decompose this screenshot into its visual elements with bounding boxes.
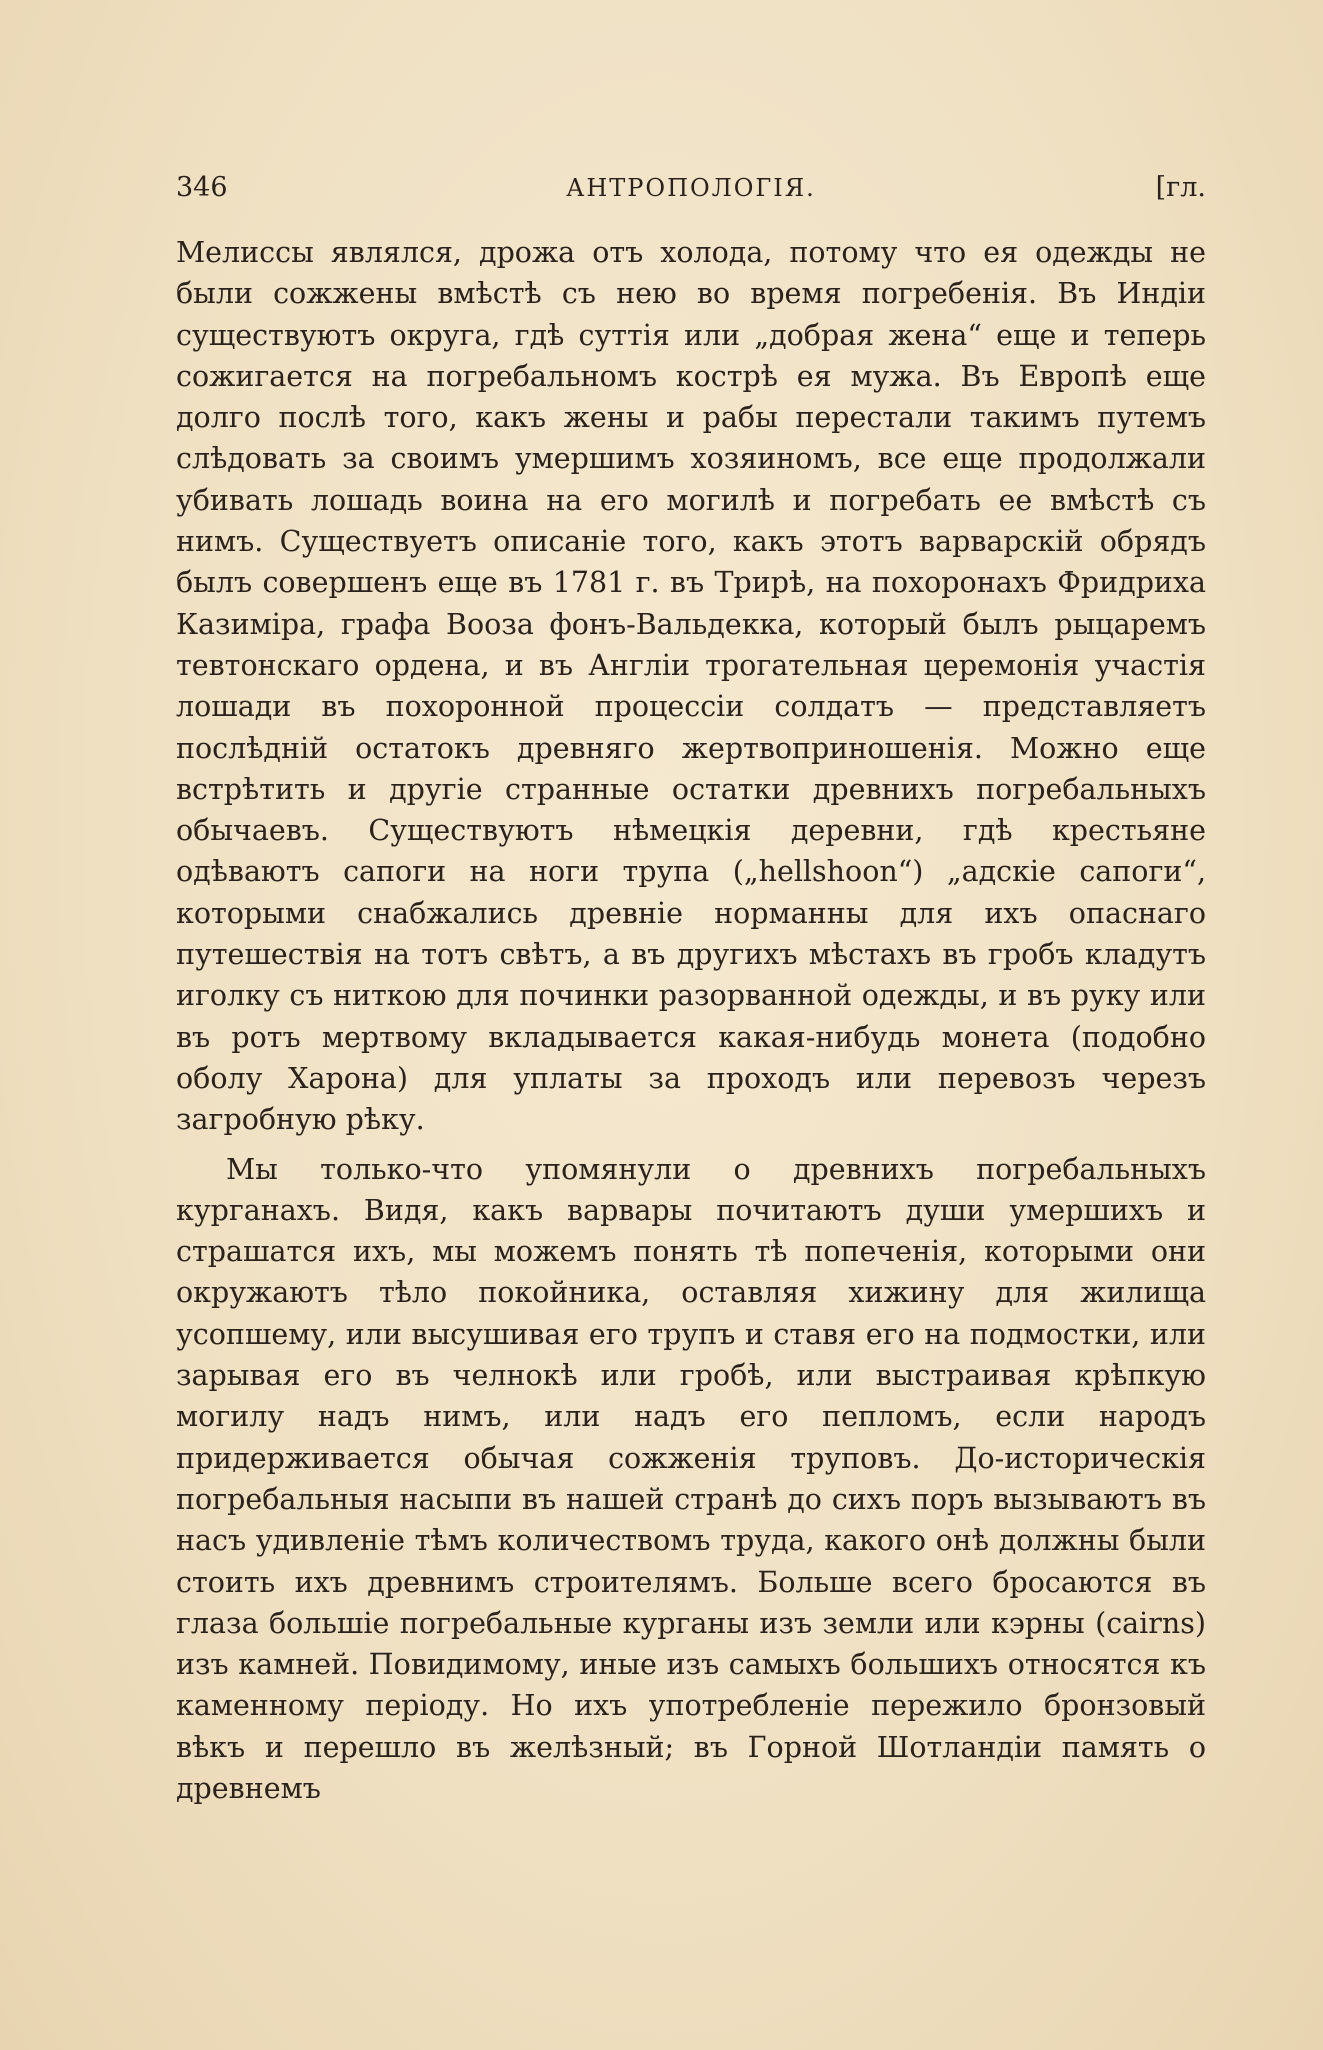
paragraph-2: Мы только-что упомянули о древнихъ погребальныхъ курганахъ. Видя, какъ варвары почитаютъ души умершихъ и страшатся ихъ, мы можемъ понять тѣ попеченiя, которыми они окружаютъ тѣло покойника, оставляя хижину для жилища усопшему, или высушивая его трупъ и ставя его на подмостки, или зарывая его въ челнокѣ или гробѣ, или выстраивая крѣпкую могилу надъ нимъ, или надъ его пепломъ, если народъ придерживается обычая сожженiя труповъ. До-историческiя погребальныя насыпи въ нашей странѣ до сихъ поръ вызываютъ въ насъ удивленiе тѣмъ количествомъ труда, какого онѣ должны были стоить ихъ древнимъ строителямъ. Больше всего бросаются въ глаза большiе погребальные курганы изъ земли или кэрны (cairns) изъ камней. Повидимому, иные изъ самыхъ большихъ относятся къ каменному перiоду. Но ихъ употребленiе пережило бронзовый вѣкъ и перешло въ желѣзный; въ Горной Шотландiи память о древнемъ <box>176 1152 1206 1805</box>
page-number: 346 <box>176 172 228 203</box>
running-title: АНТРОПОЛОГIЯ. <box>566 174 816 202</box>
paragraph-1: Мелиссы являлся, дрожа отъ холода, потому что ея одежды не были сожжены вмѣстѣ съ нею во время погребенiя. Въ Индiи существуютъ округа, гдѣ суттiя или „добрая жена“ еще и теперь сожигается на погребальномъ кострѣ ея мужа. Въ Европѣ еще долго послѣ того, какъ жены и рабы перестали такимъ путемъ слѣдовать за своимъ умершимъ хозяиномъ, все еще продолжали убивать лошадь воина на его могилѣ и погребать ее вмѣстѣ съ нимъ. Существуетъ описанiе того, какъ этотъ варварскiй обрядъ былъ совершенъ еще въ 1781 г. въ Трирѣ, на похоронахъ Фридриха Казимiра, графа Вооза фонъ-Вальдекка, который былъ рыцаремъ тевтонскаго ордена, и въ Англiи трогательная церемонiя участiя лошади въ похоронной процессiи солдатъ — представляетъ послѣднiй остатокъ древняго жертвоприношенiя. Можно еще встрѣтить и другiе странные остатки древнихъ погребальныхъ обычаевъ. Существуютъ нѣмецкiя деревни, гдѣ крестьяне одѣваютъ сапоги на ноги трупа („hellshoon“) „адскiе сапоги“, которыми снабжались древнiе норманны для ихъ опаснаго путешествiя на тотъ свѣтъ, а въ другихъ мѣстахъ въ гробъ кладутъ иголку съ ниткою для починки разорванной одежды, и въ руку или въ ротъ мертвому вкладывается какая-нибудь монета (подобно оболу Харона) для уплаты за проходъ или перевозъ черезъ загробную рѣку. <box>176 236 1206 1137</box>
chapter-mark: [гл. <box>1155 172 1206 203</box>
body-text <box>176 232 1206 1809</box>
page-header <box>176 168 1206 208</box>
